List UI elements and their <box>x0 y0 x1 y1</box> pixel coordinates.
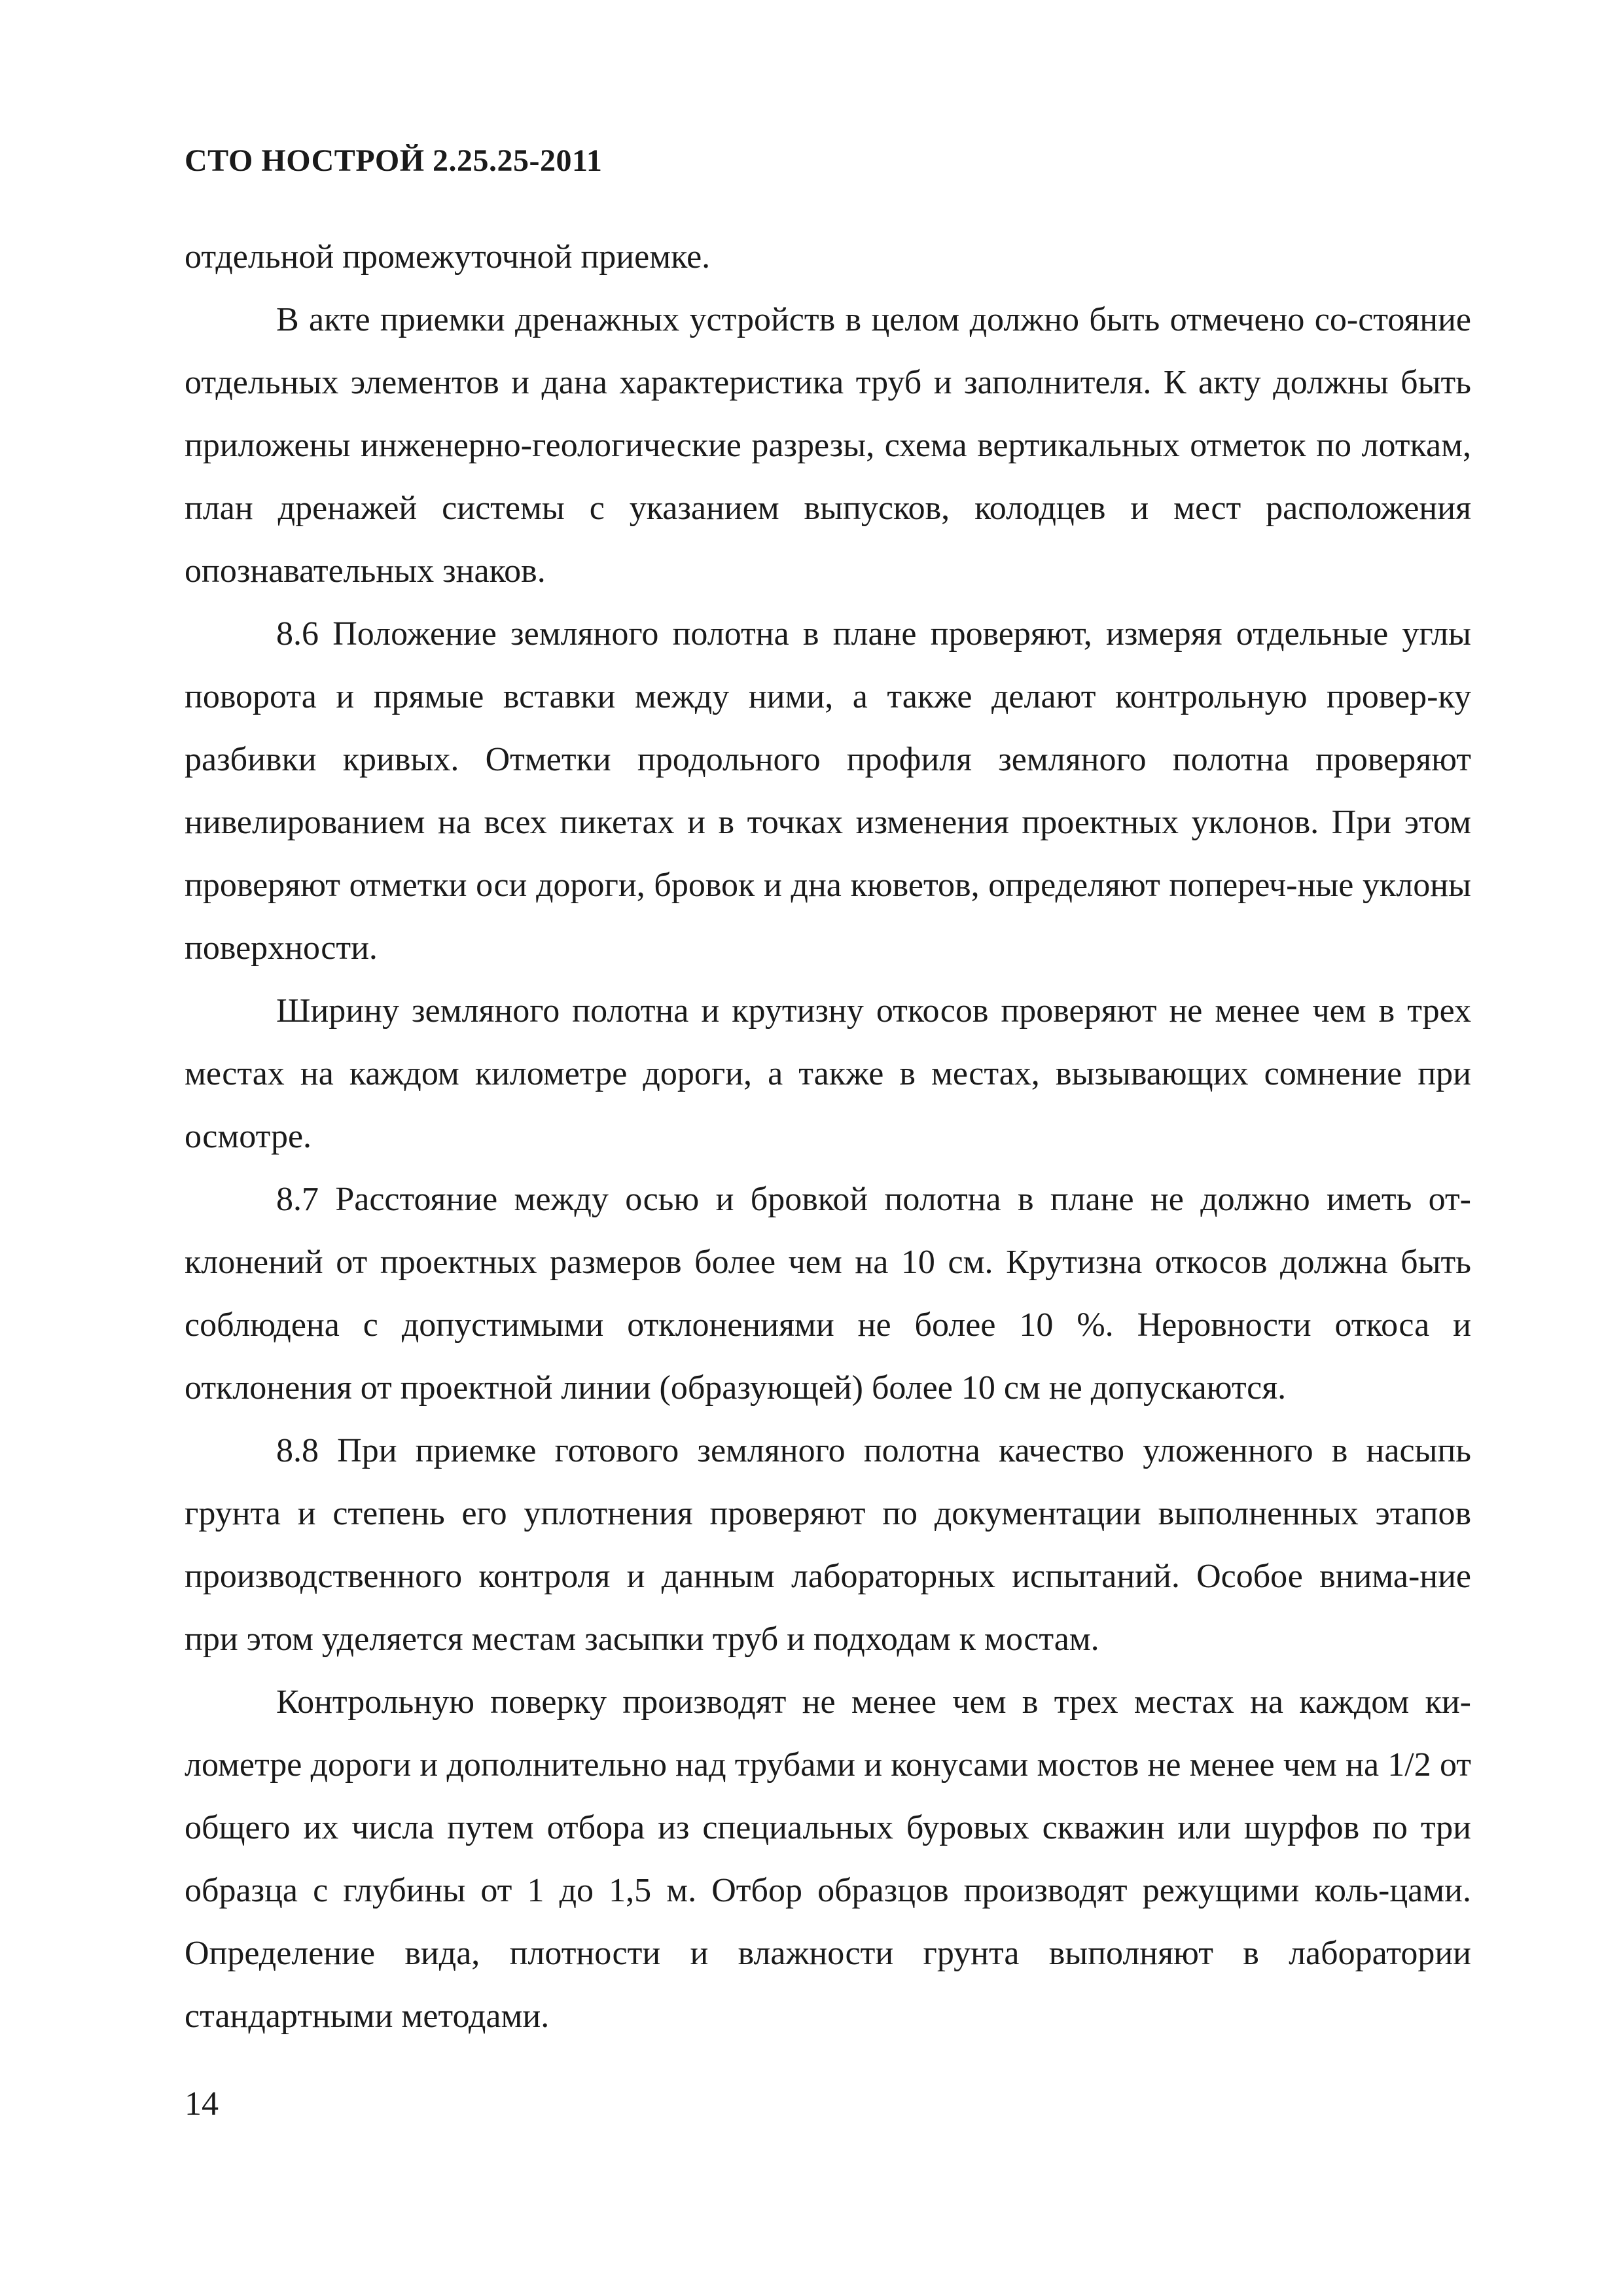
paragraph-drainage-act: В акте приемки дренажных устройств в целом должно быть отмечено со-стояние отдельных элементов и дана характеристика труб и заполнителя. К акту должны быть приложены инженерно-геологические разрезы, схема вертикальных отметок по лоткам, план дренажей системы с указанием выпусков, колодцев и мест расположения опознавательных знаков. <box>185 301 1471 590</box>
paragraph-8-6: 8.6 Положение земляного полотна в плане проверяют, измеряя отдельные углы поворота и прямые вставки между ними, а также делают контрольную провер-ку разбивки кривых. Отметки продольного профиля земляного полотна проверяют нивелированием на всех пикетах и в точках изменения проектных уклонов. При этом проверяют отметки оси дороги, бровок и дна кюветов, определяют попереч-ные уклоны поверхности. <box>185 615 1471 967</box>
paragraph-continuation: отдельной промежуточной приемке. <box>185 238 711 276</box>
paragraph-width-slopes: Ширину земляного полотна и крутизну откосов проверяют не менее чем в трех местах на каждом километре дороги, а также в местах, вызывающих сомнение при осмотре. <box>185 992 1471 1155</box>
paragraph-8-7: 8.7 Расстояние между осью и бровкой полотна в плане не должно иметь от-клонений от проектных размеров более чем на 10 см. Крутизна откосов должна быть соблюдена с допустимыми отклонениями не более 10 %. Неровности откоса и отклонения от проектной линии (образующей) более 10 см не допускаются. <box>185 1181 1471 1407</box>
paragraph-control-check: Контрольную поверку производят не менее чем в трех местах на каждом ки-лометре дороги и дополнительно над трубами и конусами мостов не менее чем на 1/2 от общего их числа путем отбора из специальных буровых скважин или шурфов по три образца с глубины от 1 до 1,5 м. Отбор образцов производят режущими коль-цами. Определение вида, плотности и влажности грунта выполняют в лаборатории стандартными методами. <box>185 1683 1471 2035</box>
document-body <box>185 226 1471 2048</box>
page-number: 14 <box>185 2085 219 2123</box>
paragraph-8-8: 8.8 При приемке готового земляного полотна качество уложенного в насыпь грунта и степень его уплотнения проверяют по документации выполненных этапов производственного контроля и данным лабораторных испытаний. Особое внима-ние при этом уделяется местам засыпки труб и подходам к мостам. <box>185 1432 1471 1658</box>
document-header: СТО НОСТРОЙ 2.25.25-2011 <box>185 143 603 178</box>
